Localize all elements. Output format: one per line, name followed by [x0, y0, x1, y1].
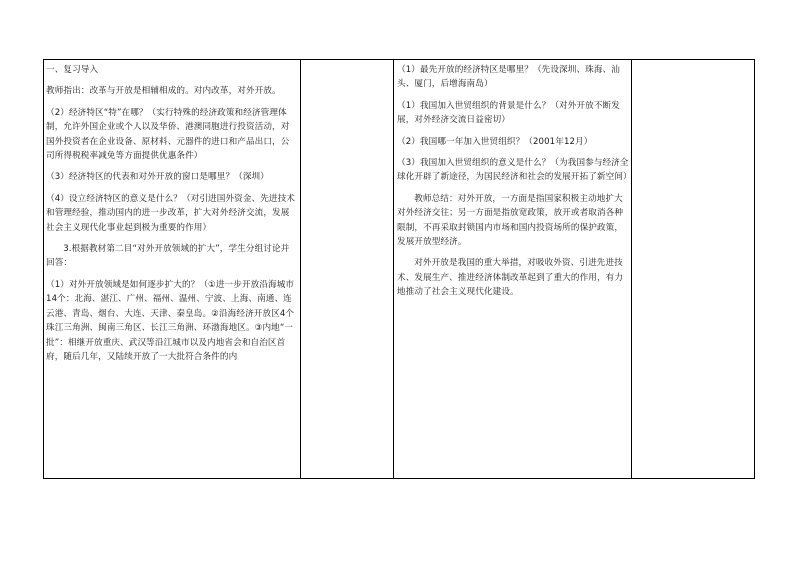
paragraph: （3）我国加入世贸组织的意义是什么？（为我国参与经济全球化开辟了新途径，为国民经济和社会的发展开拓了新空间） — [397, 158, 632, 183]
paragraph: （2）经济特区“特”在哪？（实行特殊的经济政策和经济管理体制，允许外国企业或个人以及华侨、港澳同胞进行投资活动，对国外投资者在企业设备、原材料、元器件的进口和产品出口，公司所得税税率减免等方面提供优惠条件） — [46, 107, 290, 162]
paragraph: 教师总结：对外开放，一方面是指国家积极主动地扩大对外经济交往；另一方面是指放宽政策，放开或者取消各种限制，不再采取封锁国内市场和国内投资场所的保护政策，发展开放型经济。 — [397, 193, 624, 248]
section-heading: 一、复习导入 — [46, 65, 99, 75]
column-divider — [393, 60, 394, 478]
column-divider — [300, 60, 301, 478]
lesson-table — [43, 59, 755, 479]
left-content-cell — [46, 63, 298, 371]
paragraph: 对外开放是我国的重大举措，对吸收外资、引进先进技术、发展生产、推进经济体制改革起到了重大的作用，有力地推动了社会主义现代化建设。 — [397, 258, 624, 298]
paragraph: （4）设立经济特区的意义是什么？（对引进国外资金、先进技术和管理经验，推动国内的进一步改革，扩大对外经济交流，发展社会主义现代化事业起到极为重要的作用） — [46, 193, 295, 233]
paragraph: 教师指出：改革与开放是相辅相成的。对内改革，对外开放。 — [46, 86, 281, 97]
column-divider — [631, 60, 632, 478]
paragraph: （3）经济特区的代表和对外开放的窗口是哪里？（深圳） — [46, 172, 269, 183]
paragraph: 3.根据教材第二目“对外开放领域的扩大”，学生分组讨论并回答： — [46, 244, 290, 269]
paragraph: （1）我国加入世贸组织的背景是什么？（对外开放不断发展，对外经济交流日益密切） — [397, 100, 620, 126]
paragraph: （1）最先开放的经济特区是哪里？（先设深圳、珠海、汕头、厦门，后增海南岛） — [397, 65, 620, 90]
right-content-cell — [397, 63, 632, 307]
paragraph: （2）我国哪一年加入世贸组织？（2001年12月） — [397, 136, 593, 147]
paragraph: （1）对外开放领域是如何逐步扩大的？（①进一步开放沿海城市14个：北海、湛江、广州、福州、温州、宁波、上海、南通、连云港、青岛、烟台、大连、天津、秦皇岛。②沿海经济开放区4个 珠江三角洲、闽南三角区、长江三角洲、环渤海地区。③内地“一批”：相继开放重庆、武汉等沿江城市以及内地省会和自治区首府，随后几年，又陆续开放了一大批符合条件的内 — [46, 279, 295, 362]
